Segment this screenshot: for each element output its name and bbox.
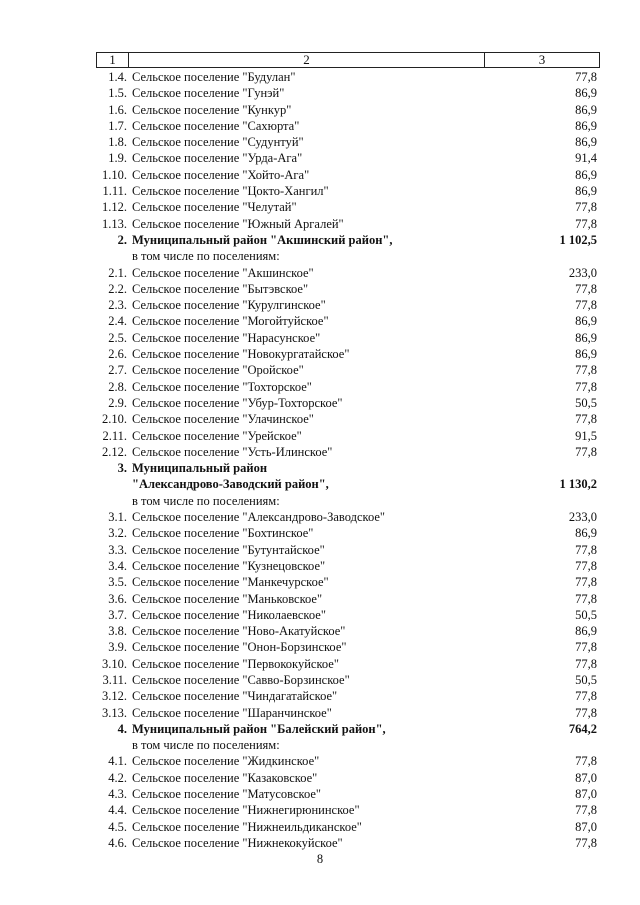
table-row: [0, 444, 640, 460]
row-name: Сельское поселение "Ново-Акатуйское": [132, 624, 346, 639]
row-value: 87,0: [575, 819, 597, 834]
row-value: 764,2: [568, 721, 597, 736]
table-row: [0, 362, 640, 378]
row-number: 3.: [117, 461, 127, 476]
table-body: [0, 69, 640, 851]
table-row: [0, 786, 640, 802]
table-row: [0, 835, 640, 851]
row-number: 3.10.: [102, 656, 127, 671]
row-number: 1.8.: [108, 135, 127, 150]
row-name: Сельское поселение "Урда-Ага": [132, 151, 303, 166]
row-number: 2.6.: [108, 347, 127, 362]
row-number: 2.1.: [108, 265, 127, 280]
row-name: Сельское поселение "Первококуйское": [132, 656, 339, 671]
row-name: Сельское поселение "Нижнекокуйское": [132, 835, 343, 850]
table-row: [0, 150, 640, 166]
row-value: 1 102,5: [559, 232, 597, 247]
table-row: [0, 819, 640, 835]
row-value: 77,8: [575, 640, 597, 655]
row-value: 86,9: [575, 102, 597, 117]
table-header: [96, 52, 600, 68]
row-number: 3.6.: [108, 591, 127, 606]
table-row: [0, 183, 640, 199]
row-number: 1.9.: [108, 151, 127, 166]
table-row: [0, 802, 640, 818]
row-name: Сельское поселение "Савво-Борзинское": [132, 672, 350, 687]
row-value: 86,9: [575, 86, 597, 101]
row-value: 77,8: [575, 281, 597, 296]
table-row: [0, 476, 640, 492]
row-name: Сельское поселение "Нижнеильдиканское": [132, 819, 362, 834]
row-number: 2.8.: [108, 379, 127, 394]
row-name: Сельское поселение "Маньковское": [132, 591, 323, 606]
row-name: Сельское поселение "Цокто-Хангил": [132, 184, 329, 199]
row-name: Сельское поселение "Оройское": [132, 363, 304, 378]
row-number: 1.4.: [108, 70, 127, 84]
row-value: 50,5: [575, 672, 597, 687]
row-value: 50,5: [575, 607, 597, 622]
row-value: 86,9: [575, 135, 597, 150]
row-name: Сельское поселение "Челутай": [132, 200, 297, 215]
row-value: 91,5: [575, 428, 597, 443]
row-number: 3.8.: [108, 624, 127, 639]
row-value: 77,8: [575, 542, 597, 557]
header-col-2: 2: [129, 53, 485, 67]
row-number: 4.3.: [108, 787, 127, 802]
row-number: 2.5.: [108, 330, 127, 345]
row-number: 1.5.: [108, 86, 127, 101]
row-number: 2.9.: [108, 395, 127, 410]
row-value: 77,8: [575, 591, 597, 606]
row-number: 2.10.: [102, 412, 127, 427]
row-name: Сельское поселение "Чиндагатайское": [132, 689, 338, 704]
row-value: 77,8: [575, 379, 597, 394]
table-row: [0, 248, 640, 264]
table-row: [0, 379, 640, 395]
table-row: [0, 591, 640, 607]
table-row: [0, 330, 640, 346]
table-row: [0, 69, 640, 85]
row-name: Сельское поселение "Будулан": [132, 70, 296, 84]
row-value: 77,8: [575, 754, 597, 769]
table-row: [0, 216, 640, 232]
row-value: 77,8: [575, 70, 597, 84]
row-name: Сельское поселение "Нарасунское": [132, 330, 321, 345]
table-row: [0, 688, 640, 704]
row-name: Сельское поселение "Южный Аргалей": [132, 216, 344, 231]
row-name: Сельское поселение "Жидкинское": [132, 754, 320, 769]
header-col-1: 1: [97, 53, 129, 67]
row-name: Сельское поселение "Матусовское": [132, 787, 322, 802]
row-name: Сельское поселение "Хойто-Ага": [132, 167, 310, 182]
row-value: 91,4: [575, 151, 597, 166]
row-name: в том числе по поселениям:: [132, 738, 280, 753]
row-name: Сельское поселение "Бутунтайское": [132, 542, 325, 557]
header-col-3: 3: [538, 52, 546, 67]
row-number: 2.4.: [108, 314, 127, 329]
row-value: 77,8: [575, 835, 597, 850]
row-value: 86,9: [575, 347, 597, 362]
row-number: 2.3.: [108, 298, 127, 313]
row-number: 3.7.: [108, 607, 127, 622]
row-name: Сельское поселение "Кункур": [132, 102, 292, 117]
table-row: [0, 705, 640, 721]
row-value: 87,0: [575, 770, 597, 785]
table-row: [0, 297, 640, 313]
row-value: 86,9: [575, 624, 597, 639]
row-number: 3.11.: [102, 672, 127, 687]
row-value: 77,8: [575, 412, 597, 427]
table-row: [0, 493, 640, 509]
row-name: Сельское поселение "Улачинское": [132, 412, 314, 427]
row-value: 86,9: [575, 118, 597, 133]
row-name: в том числе по поселениям:: [132, 493, 280, 508]
row-number: 2.2.: [108, 281, 127, 296]
table-row: [0, 737, 640, 753]
row-number: 4.4.: [108, 803, 127, 818]
row-value: 50,5: [575, 395, 597, 410]
row-number: 3.1.: [108, 510, 127, 525]
row-number: 4.: [117, 721, 127, 736]
row-value: 77,8: [575, 656, 597, 671]
table-row: [0, 85, 640, 101]
row-number: 2.: [117, 232, 127, 247]
table-row: [0, 460, 640, 476]
table-row: [0, 656, 640, 672]
row-name: Сельское поселение "Казаковское": [132, 770, 318, 785]
table-row: [0, 574, 640, 590]
row-number: 1.13.: [102, 216, 127, 231]
page-number: 8: [316, 852, 324, 866]
table-row: [0, 525, 640, 541]
row-name: Сельское поселение "Усть-Илинское": [132, 444, 333, 459]
table-row: [0, 607, 640, 623]
row-value: 86,9: [575, 314, 597, 329]
table-row: [0, 721, 640, 737]
row-name: Сельское поселение "Нижнегирюнинское": [132, 803, 360, 818]
row-value: 86,9: [575, 184, 597, 199]
row-number: 3.12.: [102, 689, 127, 704]
row-value: 77,8: [575, 705, 597, 720]
table-row: [0, 509, 640, 525]
row-value: 77,8: [575, 216, 597, 231]
table-row: [0, 232, 640, 248]
row-number: 1.6.: [108, 102, 127, 117]
row-name: Сельское поселение "Убур-Тохторское": [132, 395, 343, 410]
row-number: 4.2.: [108, 770, 127, 785]
row-value: 77,8: [575, 444, 597, 459]
table-row: [0, 558, 640, 574]
row-name: Сельское поселение "Акшинское": [132, 265, 314, 280]
row-value: 77,8: [575, 200, 597, 215]
row-value: 86,9: [575, 167, 597, 182]
table-row: [0, 411, 640, 427]
row-name: Сельское поселение "Шаранчинское": [132, 705, 332, 720]
row-name: Сельское поселение "Николаевское": [132, 607, 326, 622]
table-row: [0, 639, 640, 655]
row-name: Муниципальный район: [132, 461, 268, 476]
row-number: 2.12.: [102, 444, 127, 459]
row-value: 77,8: [575, 298, 597, 313]
table-row: [0, 102, 640, 118]
row-name: Сельское поселение "Кузнецовское": [132, 558, 326, 573]
row-value: 1 130,2: [559, 477, 597, 492]
row-number: 3.3.: [108, 542, 127, 557]
row-number: 3.2.: [108, 526, 127, 541]
row-name: в том числе по поселениям:: [132, 249, 280, 264]
row-name: Сельское поселение "Онон-Борзинское": [132, 640, 347, 655]
row-number: 3.4.: [108, 558, 127, 573]
row-name: Сельское поселение "Урейское": [132, 428, 302, 443]
row-number: 2.11.: [102, 428, 127, 443]
row-name: Сельское поселение "Новокургатайское": [132, 347, 350, 362]
table-row: [0, 167, 640, 183]
row-number: 4.5.: [108, 819, 127, 834]
row-name: Сельское поселение "Гунэй": [132, 86, 285, 101]
table-row: [0, 313, 640, 329]
row-number: 3.9.: [108, 640, 127, 655]
table-row: [0, 281, 640, 297]
row-value: 233,0: [568, 510, 597, 525]
row-number: 1.12.: [102, 200, 127, 215]
row-number: 3.13.: [102, 705, 127, 720]
row-number: 3.5.: [108, 575, 127, 590]
table-row: [0, 428, 640, 444]
row-name: Сельское поселение "Судунтуй": [132, 135, 304, 150]
row-name: Муниципальный район "Акшинский район",: [132, 232, 393, 247]
table-row: [0, 672, 640, 688]
table-row: [0, 542, 640, 558]
row-number: 1.10.: [102, 167, 127, 182]
row-name: Сельское поселение "Сахюрта": [132, 118, 300, 133]
row-name: Муниципальный район "Балейский район",: [132, 721, 386, 736]
table-row: [0, 134, 640, 150]
row-value: 77,8: [575, 689, 597, 704]
table-row: [0, 395, 640, 411]
row-number: 2.7.: [108, 363, 127, 378]
row-number: 1.7.: [108, 118, 127, 133]
row-value: 87,0: [575, 787, 597, 802]
row-name: Сельское поселение "Манкечурское": [132, 575, 329, 590]
table-row: [0, 199, 640, 215]
row-value: 86,9: [575, 330, 597, 345]
table-row: [0, 753, 640, 769]
table-row: [0, 265, 640, 281]
table-row: [0, 346, 640, 362]
row-value: 86,9: [575, 526, 597, 541]
table-row: [0, 118, 640, 134]
row-name: Сельское поселение "Бытэвское": [132, 281, 309, 296]
row-name: "Александрово-Заводский район",: [132, 477, 329, 492]
row-number: 1.11.: [102, 184, 127, 199]
row-value: 233,0: [568, 265, 597, 280]
row-name: Сельское поселение "Тохторское": [132, 379, 312, 394]
row-name: Сельское поселение "Александрово-Заводское": [132, 510, 385, 525]
row-number: 4.1.: [108, 754, 127, 769]
row-value: 77,8: [575, 558, 597, 573]
row-name: Сельское поселение "Бохтинское": [132, 526, 314, 541]
row-value: 77,8: [575, 803, 597, 818]
table-row: [0, 623, 640, 639]
row-value: 77,8: [575, 363, 597, 378]
table-row: [0, 770, 640, 786]
row-name: Сельское поселение "Могойтуйское": [132, 314, 329, 329]
row-number: 4.6.: [108, 835, 127, 850]
row-name: Сельское поселение "Курулгинское": [132, 298, 326, 313]
row-value: 77,8: [575, 575, 597, 590]
